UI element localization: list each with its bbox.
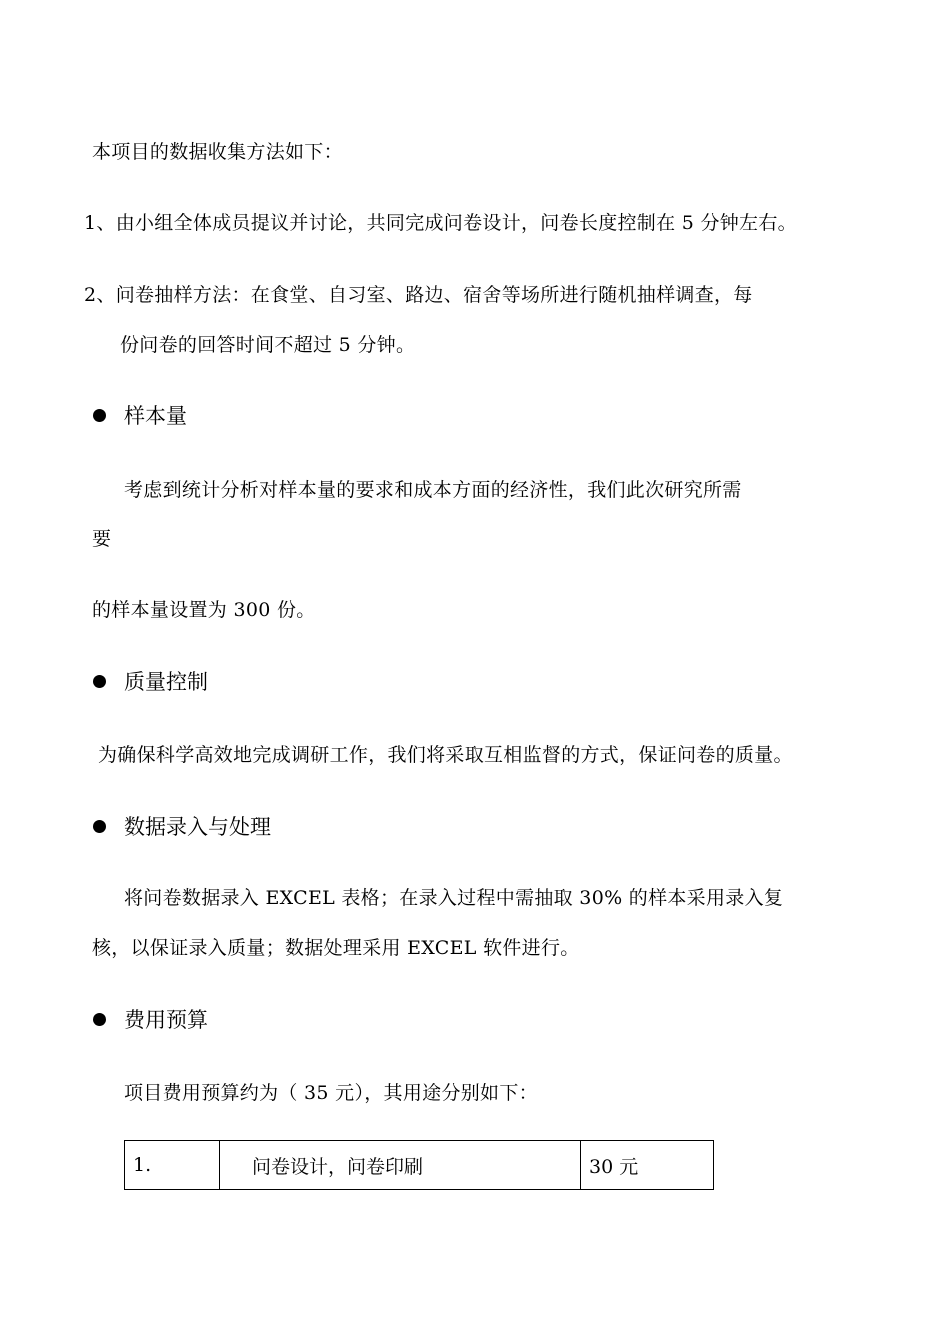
sample-size-line-3: 的样本量设置为 300 份。 [92, 599, 316, 621]
method-item-1: 1、由小组全体成员提议并讨论，共同完成问卷设计，问卷长度控制在 5 分钟左右。 [84, 212, 797, 234]
section-heading-sample-size: 样本量 [124, 404, 187, 428]
budget-item-amount: 30 元 [581, 1141, 714, 1190]
budget-table [124, 1140, 714, 1190]
quality-control-text: 为确保科学高效地完成调研工作，我们将采取互相监督的方式，保证问卷的质量。 [98, 744, 793, 766]
section-heading-quality-control: 质量控制 [124, 670, 208, 694]
data-entry-line-1: 将问卷数据录入 EXCEL 表格；在录入过程中需抽取 30% 的样本采用录入复 [124, 887, 784, 909]
bullet-icon [93, 820, 106, 833]
bullet-icon [93, 1013, 106, 1026]
data-entry-line-2: 核，以保证录入质量；数据处理采用 EXCEL 软件进行。 [92, 937, 580, 959]
sample-size-line-2: 要 [92, 528, 112, 550]
table-row [125, 1141, 714, 1190]
intro-text: 本项目的数据收集方法如下： [92, 141, 343, 163]
section-heading-data-entry: 数据录入与处理 [124, 815, 271, 839]
bullet-icon [93, 675, 106, 688]
sample-size-line-1: 考虑到统计分析对样本量的要求和成本方面的经济性，我们此次研究所需 [124, 479, 742, 501]
budget-item-description: 问卷设计，问卷印刷 [220, 1141, 581, 1190]
bullet-icon [93, 409, 106, 422]
method-item-2-line-1: 2、问卷抽样方法：在食堂、自习室、路边、宿舍等场所进行随机抽样调查，每 [84, 284, 753, 306]
budget-item-number: 1. [125, 1141, 220, 1190]
section-heading-budget: 费用预算 [124, 1008, 208, 1032]
budget-text: 项目费用预算约为（ 35 元），其用途分别如下： [124, 1082, 538, 1104]
method-item-2-line-2: 份问卷的回答时间不超过 5 分钟。 [120, 334, 416, 356]
